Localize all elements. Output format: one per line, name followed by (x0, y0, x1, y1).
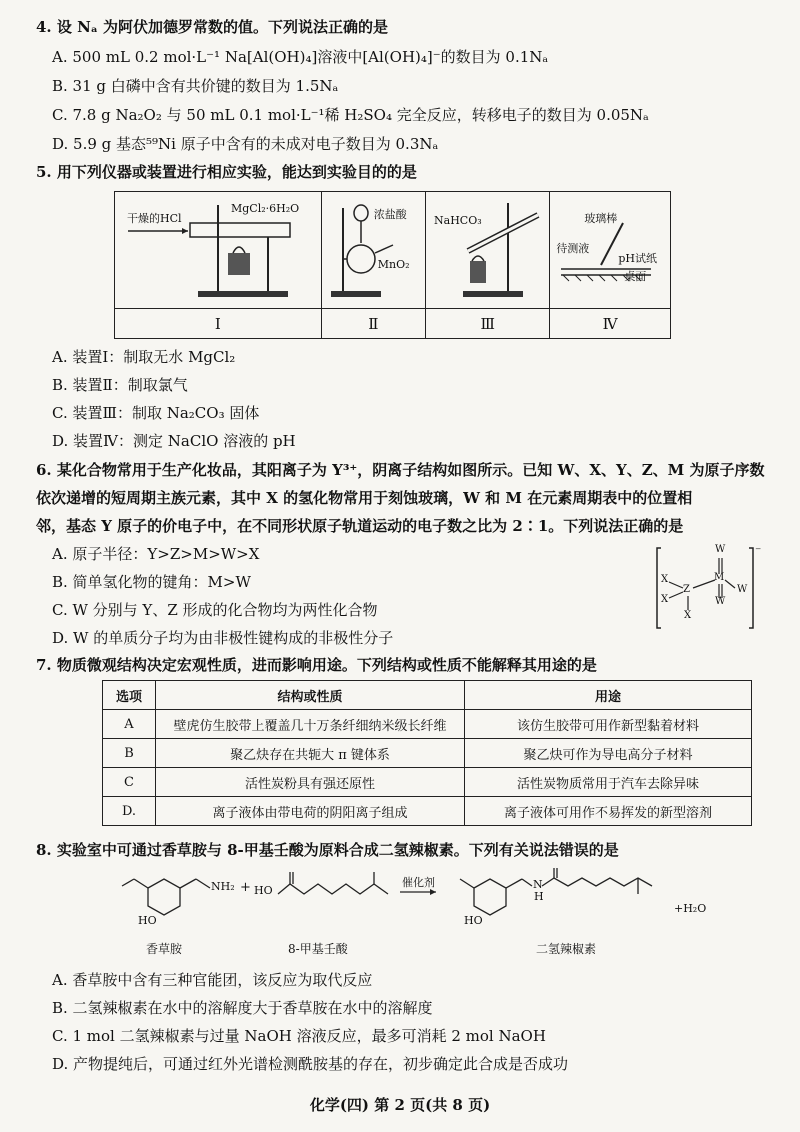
apparatus-1-cell (115, 192, 322, 309)
plus-sign: + (240, 880, 251, 895)
q7-cell: 活性炭物质常用于汽车去除异味 (465, 768, 752, 797)
q6-option-c: C. W 分别与 Y、Z 形成的化合物均为两性化合物 (52, 601, 378, 619)
desk-label: 桌面 (624, 270, 647, 283)
table-row (103, 768, 752, 797)
q6-option-a: A. 原子半径：Y>Z>M>W>X (52, 545, 260, 563)
q4-option-d: D. 5.9 g 基态⁵⁹Ni 原子中含有的未成对电子数目为 0.3Nₐ (52, 135, 439, 153)
q8-option-a: A. 香草胺中含有三种官能团，该反应为取代反应 (52, 971, 373, 989)
q7-header-option: 选项 (103, 681, 156, 710)
ring-ho-label: HO (138, 914, 157, 927)
q6-stem-line-2: 依次递增的短周期主族元素，其中 X 的氢化物常用于刻蚀玻璃，W 和 M 在元素周期表中的位置相 (36, 489, 693, 507)
anion-w-right: W (737, 584, 748, 595)
q8-reaction-scheme (118, 866, 718, 962)
test-solution-label: 待测液 (556, 242, 590, 255)
anion-x-1: X (661, 574, 669, 585)
q4-option-a: A. 500 mL 0.2 mol·L⁻¹ Na[Al(OH)₄]溶液中[Al(OH)₄]⁻的数目为 0.1Nₐ (52, 48, 549, 66)
glass-rod-label: 玻璃棒 (584, 212, 618, 225)
anion-z: Z (683, 584, 690, 595)
nh2-label: NH₂ (211, 880, 235, 893)
q7-table-header-row (103, 681, 752, 710)
q7-cell: 离子液体可用作不易挥发的新型溶剂 (465, 797, 752, 826)
page-footer: 化学(四) 第 2 页(共 8 页) (309, 1096, 491, 1114)
q7-table (102, 680, 752, 826)
apparatus-label-3: Ⅲ (426, 309, 550, 339)
vanillylamine-name: 香草胺 (146, 942, 183, 956)
apparatus-2-cell (321, 192, 425, 309)
acid-ho-label: HO (254, 884, 273, 897)
catalyst-label: 催化剂 (402, 876, 435, 889)
mno2-label: MnO₂ (377, 258, 410, 271)
q7-header-use: 用途 (465, 681, 752, 710)
q7-cell: D. (103, 797, 156, 826)
q7-cell: 壁虎仿生胶带上覆盖几十万条纤细纳米级长纤维 (156, 710, 465, 739)
amide-n-label: N (533, 878, 543, 891)
q5-option-a: A. 装置Ⅰ：制取无水 MgCl₂ (52, 348, 236, 366)
q5-apparatus-table (114, 191, 671, 339)
q7-cell: 聚乙炔可作为导电高分子材料 (465, 739, 752, 768)
q6-stem-line-1: 6. 某化合物常用于生产化妆品，其阳离子为 Y³⁺，阴离子结构如图所示。已知 W、X、Y、Z、M 为原子序数 (36, 461, 765, 479)
apparatus-4-cell (550, 192, 671, 309)
anion-w-bottom: W (715, 596, 726, 607)
q6-anion-structure (655, 544, 765, 634)
anion-m: M (714, 572, 725, 583)
q7-header-structure: 结构或性质 (156, 681, 465, 710)
mgcl2-label: MgCl₂·6H₂O (231, 202, 300, 215)
anion-charge: ⁻ (755, 544, 762, 558)
dry-hcl-label: 干燥的HCl (127, 212, 182, 225)
q7-cell: 活性炭粉具有强还原性 (156, 768, 465, 797)
water-label: +H₂O (674, 902, 707, 915)
q8-option-c: C. 1 mol 二氢辣椒素与过量 NaOH 溶液反应，最多可消耗 2 mol NaOH (52, 1027, 546, 1045)
q7-cell: B (103, 739, 156, 768)
q6-option-b: B. 简单氢化物的键角：M>W (52, 573, 251, 591)
q7-cell: 离子液体由带电荷的阴阳离子组成 (156, 797, 465, 826)
methylnonanoic-acid-name: 8-甲基壬酸 (288, 942, 348, 956)
q4-stem: 4. 设 Nₐ 为阿伏加德罗常数的值。下列说法正确的是 (36, 18, 389, 36)
q5-option-b: B. 装置Ⅱ：制取氯气 (52, 376, 188, 394)
ph-paper-label: pH试纸 (618, 252, 657, 265)
anion-x-2: X (661, 594, 669, 605)
q5-stem: 5. 用下列仪器或装置进行相应实验，能达到实验目的的是 (36, 163, 417, 181)
q4-option-b: B. 31 g 白磷中含有共价键的数目为 1.5Nₐ (52, 77, 339, 95)
amide-h-label: H (534, 890, 544, 903)
q5-option-c: C. 装置Ⅲ：制取 Na₂CO₃ 固体 (52, 404, 260, 422)
q8-option-d: D. 产物提纯后，可通过红外光谱检测酰胺基的存在，初步确定此合成是否成功 (52, 1055, 569, 1073)
apparatus-label-1: Ⅰ (115, 309, 322, 339)
q7-cell: 聚乙炔存在共轭大 π 键体系 (156, 739, 465, 768)
anion-w-top: W (715, 544, 726, 555)
apparatus-3-cell (426, 192, 550, 309)
conc-hcl-label: 浓盐酸 (373, 208, 407, 221)
q7-cell: A (103, 710, 156, 739)
q4-option-c: C. 7.8 g Na₂O₂ 与 50 mL 0.1 mol·L⁻¹稀 H₂SO₄ 完全反应，转移电子的数目为 0.05Nₐ (52, 106, 649, 124)
q8-option-b: B. 二氢辣椒素在水中的溶解度大于香草胺在水中的溶解度 (52, 999, 433, 1017)
q7-cell: 该仿生胶带可用作新型黏着材料 (465, 710, 752, 739)
dihydrocapsaicin-name: 二氢辣椒素 (536, 942, 597, 956)
anion-x-3: X (684, 610, 692, 621)
apparatus-label-2: Ⅱ (321, 309, 425, 339)
table-row (103, 797, 752, 826)
table-row (103, 739, 752, 768)
q8-stem: 8. 实验室中可通过香草胺与 8-甲基壬酸为原料合成二氢辣椒素。下列有关说法错误的是 (36, 841, 619, 859)
q6-option-d: D. W 的单质分子均为由非极性键构成的非极性分子 (52, 629, 394, 647)
nahco3-label: NaHCO₃ (434, 214, 482, 227)
table-row (103, 710, 752, 739)
q5-option-d: D. 装置Ⅳ：测定 NaClO 溶液的 pH (52, 432, 296, 450)
apparatus-label-4: Ⅳ (550, 309, 671, 339)
product-ho-label: HO (464, 914, 483, 927)
q7-stem: 7. 物质微观结构决定宏观性质，进而影响用途。下列结构或性质不能解释其用途的是 (36, 656, 597, 674)
q7-cell: C (103, 768, 156, 797)
q6-stem-line-3: 邻，基态 Y 原子的价电子中，在不同形状原子轨道运动的电子数之比为 2∶1。下列说法正确的是 (36, 517, 684, 535)
apparatus-3-drawing (428, 193, 548, 303)
